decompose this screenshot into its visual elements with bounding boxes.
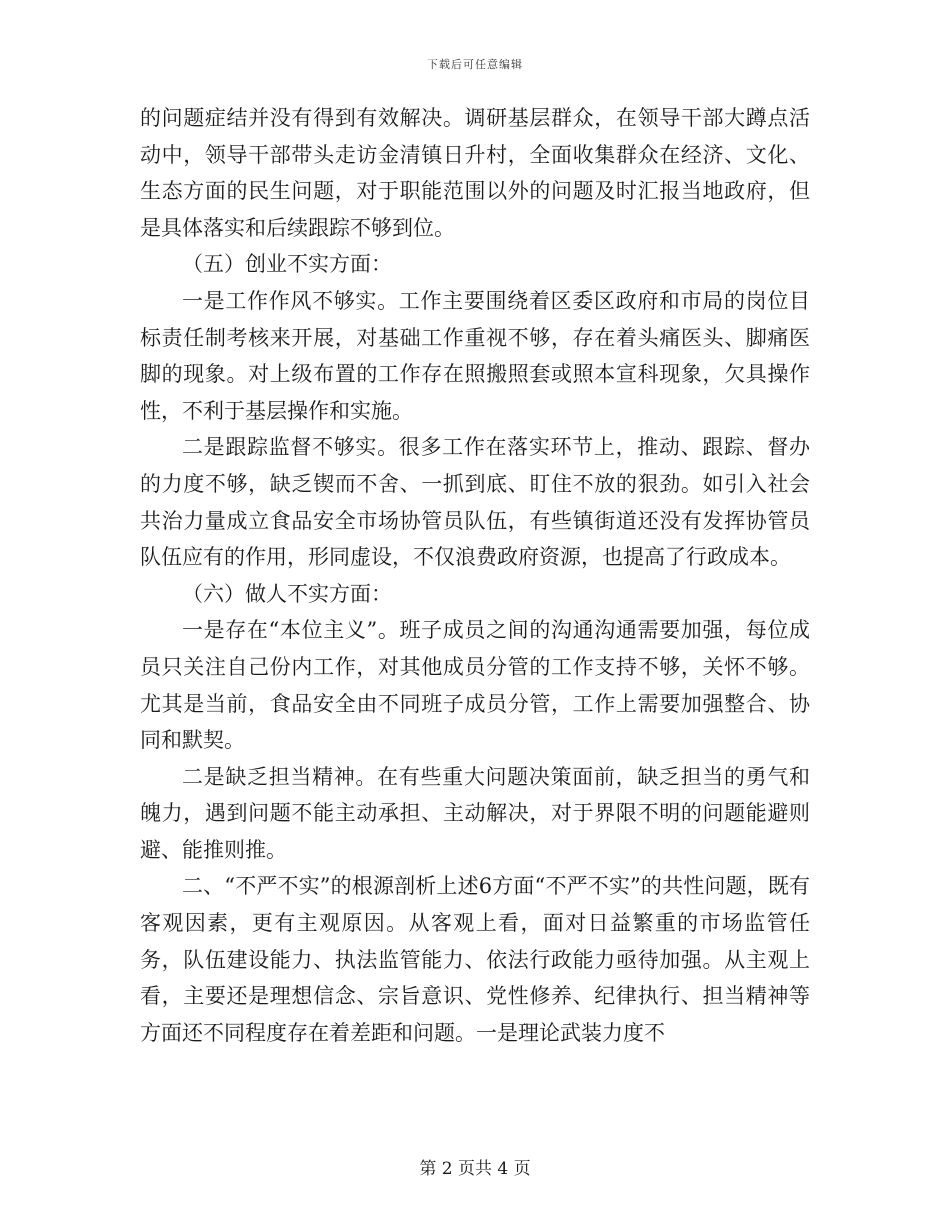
section-heading: （六）做人不实方面： <box>182 581 392 606</box>
paragraph: 二是跟踪监督不够实。很多工作在落实环节上，推动、跟踪、督办的力度不够，缺乏锲而不舍、一抓到底、盯住不放的狠劲。如引入社会共治力量成立食品安全市场协管员队伍，有些镇街道还没有发挥协管员队伍应有的作用，形同虚设，不仅浪费政府资源，也提高了行政成本。 <box>140 435 810 570</box>
paragraph: 的问题症结并没有得到有效解决。调研基层群众，在领导干部大蹲点活动中，领导干部带头走访金清镇日升村，全面收集群众在经济、文化、生态方面的民生问题，对于职能范围以外的问题及时汇报当地政府，但是具体落实和后续跟踪不够到位。 <box>140 106 810 240</box>
paragraph: 二是缺乏担当精神。在有些重大问题决策面前，缺乏担当的勇气和魄力，遇到问题不能主动承担、主动解决，对于界限不明的问题能避则避、能推则推。 <box>140 764 810 862</box>
paragraph: 一是存在“本位主义”。班子成员之间的沟通沟通需要加强，每位成员只关注自己份内工作，对其他成员分管的工作支持不够，关怀不够。尤其是当前，食品安全由不同班子成员分管，工作上需要加强整合、协同和默契。 <box>140 618 810 753</box>
paragraph: 二、“不严不实”的根源剖析上述6方面“不严不实”的共性问题，既有客观因素，更有主观原因。从客观上看，面对日益繁重的市场监管任务，队伍建设能力、执法监管能力、依法行政能力亟待加强。从主观上看，主要还是理想信念、宗旨意识、党性修养、纪律执行、担当精神等方面还不同程度存在着差距和问题。一是理论武装力度不 <box>140 874 810 1045</box>
section-heading: （五）创业不实方面： <box>182 252 392 277</box>
paragraph: 一是工作作风不够实。工作主要围绕着区委区政府和市局的岗位目标责任制考核来开展，对基础工作重视不够，存在着头痛医头、脚痛医脚的现象。对上级布置的工作存在照搬照套或照本宣科现象，欠具操作性，不利于基层操作和实施。 <box>140 288 810 423</box>
page-number: 第 2 页共 4 页 <box>419 1159 531 1179</box>
document-body <box>140 100 810 1051</box>
page-header: 下载后可任意编辑 <box>427 58 523 71</box>
